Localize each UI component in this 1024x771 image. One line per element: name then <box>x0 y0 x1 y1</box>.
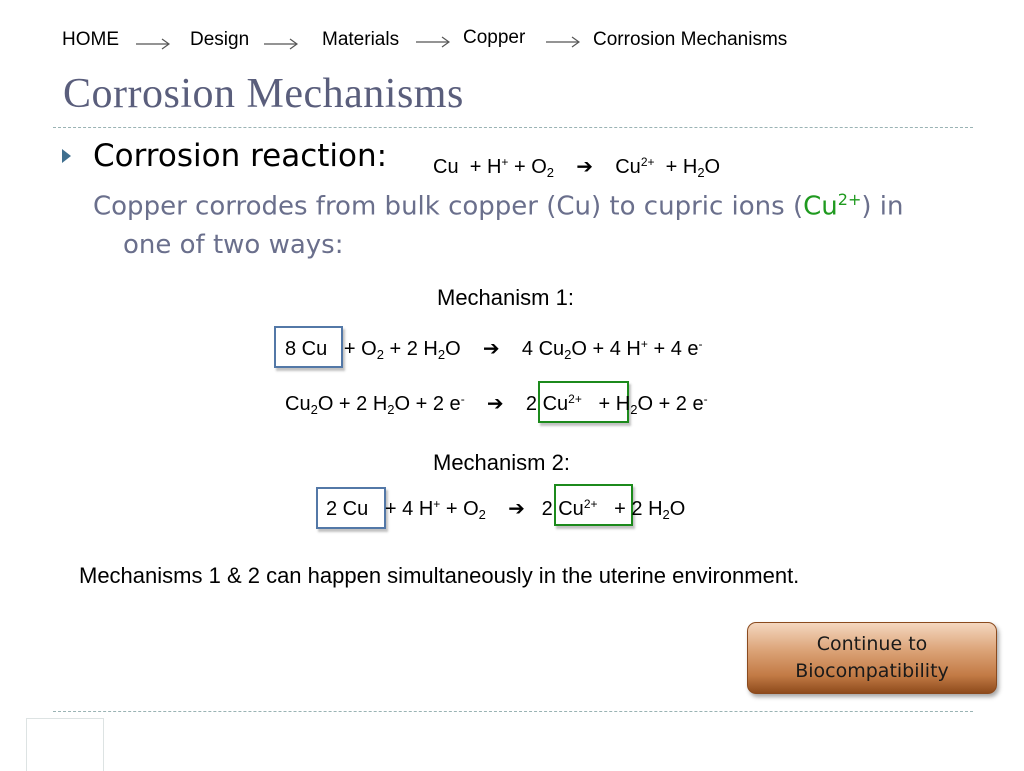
breadcrumb-current[interactable]: Corrosion Mechanisms <box>593 29 788 50</box>
bullet-arrow-icon <box>62 149 71 163</box>
sub-bullet-line2: one of two ways: <box>123 230 344 260</box>
mechanism-1-label: Mechanism 1: <box>437 285 574 310</box>
overall-reaction: $Cu + H^+ + O_2$ ➔ $Cu^{2+} + H_2O$ <box>433 155 721 180</box>
mechanism-1-eq2: $Cu_2O + 2$ $H_2O + 2$ e- ➔ 2 $Cu^{2+}$ + $H_2O + 2$ e- <box>285 392 708 417</box>
footer-divider <box>53 711 973 712</box>
sub-bullet-line1: Copper corrodes from bulk copper (Cu) to cupric ions $(Cu^{2+})$ in <box>93 190 904 222</box>
arrow-right-icon <box>546 36 580 48</box>
page-title: Corrosion Mechanisms <box>63 71 464 117</box>
continue-button-line1: Continue to <box>816 633 928 655</box>
reaction-arrow-icon: ➔ <box>482 338 500 360</box>
breadcrumb-copper[interactable]: Copper <box>463 27 526 48</box>
arrow-right-icon <box>416 36 450 48</box>
arrow-right-icon <box>136 38 170 50</box>
mechanism-2-eq: 2 Cu + 4 $H^+ + O_2$ ➔ 2 $Cu^{2+}$ + 2 $H_2O$ <box>326 497 686 522</box>
mechanism-1-eq1: 8 Cu + $O_2 + 2$ $H_2O$ ➔ 4 $Cu_2O + 4$ H+ + 4 e- <box>285 337 703 362</box>
cupric-ion: Cu <box>803 191 838 222</box>
reaction-arrow-icon: ➔ <box>508 498 525 520</box>
mechanism-2-label: Mechanism 2: <box>433 450 570 475</box>
breadcrumb-home[interactable]: HOME <box>62 29 119 50</box>
arrow-right-icon <box>264 38 298 50</box>
reaction-arrow-icon: ➔ <box>486 393 504 415</box>
bullet-label: Corrosion reaction: <box>93 138 388 174</box>
continue-button-line2: Biocompatibility <box>795 660 949 682</box>
summary-note: Mechanisms 1 & 2 can happen simultaneously in the uterine environment. <box>79 563 800 588</box>
slide-number-box <box>26 718 104 771</box>
breadcrumb-materials[interactable]: Materials <box>322 29 400 50</box>
continue-button[interactable] <box>747 622 997 694</box>
reaction-arrow-icon: ➔ <box>576 156 593 178</box>
breadcrumb-design[interactable]: Design <box>190 29 250 50</box>
title-divider <box>53 127 973 128</box>
